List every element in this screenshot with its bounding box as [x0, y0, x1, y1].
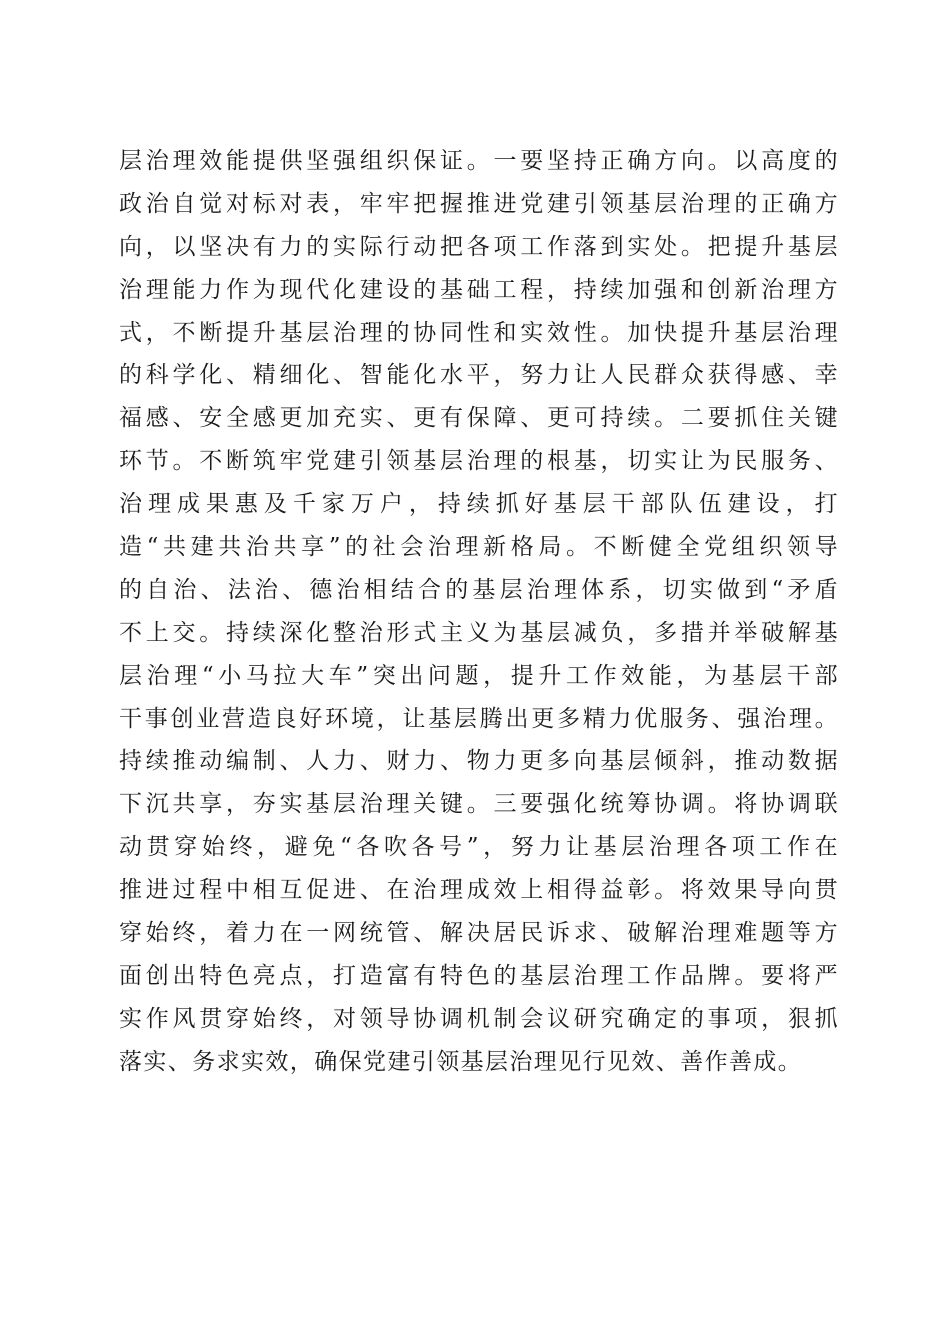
text-line: 下沉共享，夯实基层治理关键。三要强化统筹协调。将协调联 [119, 791, 839, 818]
text-line: 福感、安全感更加充实、更有保障、更可持续。二要抓住关键 [119, 405, 839, 432]
text-line: 层治理“小马拉大车”突出问题，提升工作效能，为基层干部 [119, 662, 839, 689]
text-line: 持续推动编制、人力、财力、物力更多向基层倾斜，推动数据 [119, 748, 839, 775]
text-line: 式，不断提升基层治理的协同性和实效性。加快提升基层治理 [119, 319, 839, 346]
text-line: 的自治、法治、德治相结合的基层治理体系，切实做到“矛盾 [119, 576, 839, 603]
text-line: 推进过程中相互促进、在治理成效上相得益彰。将效果导向贯 [119, 877, 839, 904]
text-line: 治理能力作为现代化建设的基础工程，持续加强和创新治理方 [119, 276, 839, 303]
text-line: 的科学化、精细化、智能化水平，努力让人民群众获得感、幸 [119, 362, 839, 389]
text-line: 造“共建共治共享”的社会治理新格局。不断健全党组织领导 [119, 534, 839, 561]
text-line: 治理成果惠及千家万户，持续抓好基层干部队伍建设，打 [119, 491, 839, 518]
text-line: 动贯穿始终，避免“各吹各号”，努力让基层治理各项工作在 [119, 834, 839, 861]
text-line: 落实、务求实效，确保党建引领基层治理见行见效、善作善成。 [119, 1048, 803, 1075]
text-line: 政治自觉对标对表，牢牢把握推进党建引领基层治理的正确方 [119, 190, 839, 217]
text-line: 向，以坚决有力的实际行动把各项工作落到实处。把提升基层 [119, 233, 839, 260]
text-line: 干事创业营造良好环境，让基层腾出更多精力优服务、强治理。 [119, 705, 839, 732]
text-line: 不上交。持续深化整治形式主义为基层减负，多措并举破解基 [119, 619, 839, 646]
text-line: 实作风贯穿始终，对领导协调机制会议研究确定的事项，狠抓 [119, 1005, 839, 1032]
text-line: 穿始终，着力在一网统管、解决居民诉求、破解治理难题等方 [119, 920, 839, 947]
text-line: 层治理效能提供坚强组织保证。一要坚持正确方向。以高度的 [119, 148, 839, 174]
text-line: 环节。不断筑牢党建引领基层治理的根基，切实让为民服务、 [119, 448, 839, 475]
body-paragraph [119, 140, 839, 1084]
text-line: 面创出特色亮点，打造富有特色的基层治理工作品牌。要将严 [119, 962, 839, 989]
